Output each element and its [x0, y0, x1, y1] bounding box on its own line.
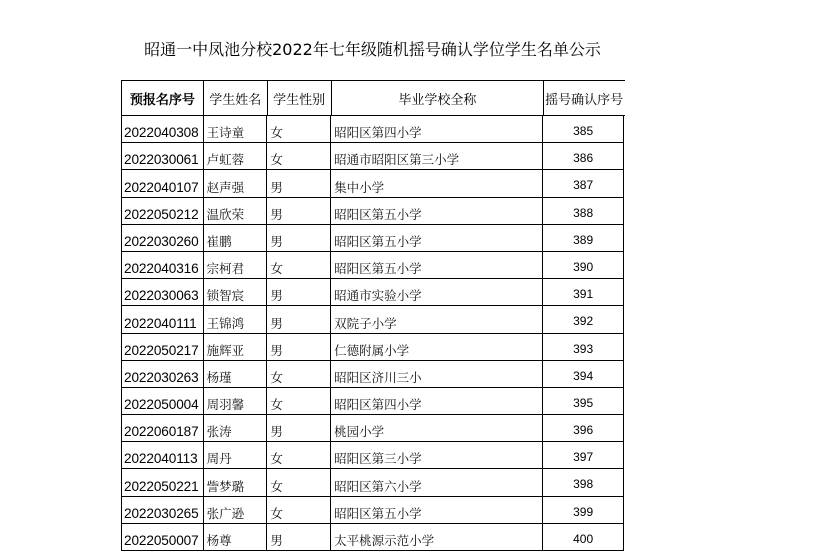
graduating-school-cell: 昭阳区第五小学: [331, 252, 543, 278]
student-name-cell: 张广逊: [204, 497, 268, 523]
graduating-school-cell: 昭阳区第四小学: [331, 116, 543, 142]
registration-no-cell: 2022030263: [122, 361, 204, 387]
student-name-cell: 周丹: [204, 442, 268, 468]
graduating-school-cell: 昭阳区第六小学: [331, 469, 543, 495]
student-name-cell: 王锦鸿: [204, 306, 268, 332]
table-row: [121, 116, 624, 143]
lottery-confirm-no-cell: 394: [573, 368, 594, 383]
table-row: [121, 170, 624, 197]
lottery-confirm-no-cell: 390: [573, 259, 594, 274]
graduating-school-cell: 仁德附属小学: [331, 334, 543, 360]
student-name-cell: 訾梦璐: [204, 469, 268, 495]
gender-cell: 男: [267, 306, 331, 332]
lottery-confirm-no-cell: 397: [573, 450, 594, 465]
gender-cell: 男: [267, 225, 331, 251]
graduating-school-cell: 昭通市实验小学: [331, 279, 543, 305]
lottery-confirm-no-cell: 391: [573, 287, 594, 302]
student-name-cell: 崔鹏: [204, 225, 268, 251]
lottery-confirm-no-cell: 386: [573, 151, 594, 166]
graduating-school-cell: 昭通市昭阳区第三小学: [331, 143, 543, 169]
table-row: [121, 524, 624, 551]
registration-no-cell: 2022040316: [122, 252, 204, 278]
gender-cell: 男: [267, 415, 331, 441]
page-title: 昭通一中凤池分校2022年七年级随机摇号确认学位学生名单公示: [144, 40, 601, 59]
student-name-cell: 宗柯君: [204, 252, 268, 278]
graduating-school-cell: 昭阳区第四小学: [331, 388, 543, 414]
gender-cell: 女: [267, 116, 331, 142]
gender-cell: 女: [267, 252, 331, 278]
table-row: [121, 279, 624, 306]
table-body: [121, 116, 625, 551]
table-row: [121, 143, 624, 170]
table-row: [121, 442, 624, 469]
lottery-confirm-no-cell: 388: [573, 205, 594, 220]
registration-no-cell: 2022050007: [122, 524, 204, 550]
student-name-cell: 王诗童: [204, 116, 268, 142]
lottery-confirm-no-cell: 395: [573, 395, 594, 410]
lottery-confirm-no-cell: 396: [573, 423, 594, 438]
table-row: [121, 497, 624, 524]
student-name-cell: 锁智宸: [204, 279, 268, 305]
gender-cell: 女: [267, 469, 331, 495]
student-name-cell: 赵声强: [204, 170, 268, 196]
registration-no-cell: 2022040308: [122, 116, 204, 142]
registration-no-cell: 2022040107: [122, 170, 204, 196]
lottery-confirm-no-cell: 387: [573, 178, 594, 193]
lottery-confirm-no-cell: 399: [573, 504, 594, 519]
header-registration-no: 预报名序号: [122, 81, 204, 115]
lottery-confirm-no-cell: 392: [573, 314, 594, 329]
graduating-school-cell: 昭阳区第五小学: [331, 198, 543, 224]
graduating-school-cell: 昭阳区第五小学: [331, 497, 543, 523]
gender-cell: 男: [267, 279, 331, 305]
gender-cell: 男: [267, 170, 331, 196]
registration-no-cell: 2022050004: [122, 388, 204, 414]
student-name-cell: 温欣荣: [204, 198, 268, 224]
gender-cell: 男: [267, 524, 331, 550]
graduating-school-cell: 桃园小学: [331, 415, 543, 441]
gender-cell: 男: [267, 334, 331, 360]
registration-no-cell: 2022030063: [122, 279, 204, 305]
gender-cell: 女: [267, 361, 331, 387]
graduating-school-cell: 太平桃源示范小学: [331, 524, 543, 550]
registration-no-cell: 2022030265: [122, 497, 204, 523]
gender-cell: 女: [267, 442, 331, 468]
gender-cell: 女: [267, 143, 331, 169]
lottery-confirm-no-cell: 400: [573, 531, 594, 546]
table-row: [121, 388, 624, 415]
registration-no-cell: 2022040111: [122, 306, 204, 332]
student-name-cell: 周羽馨: [204, 388, 268, 414]
lottery-confirm-no-cell: 398: [573, 477, 594, 492]
gender-cell: 女: [267, 497, 331, 523]
table-row: [121, 361, 624, 388]
student-name-cell: 张涛: [204, 415, 268, 441]
registration-no-cell: 2022040113: [122, 442, 204, 468]
registration-no-cell: 2022030260: [122, 225, 204, 251]
lottery-confirm-no-cell: 389: [573, 232, 594, 247]
table-row: [121, 469, 624, 496]
table-row: [121, 306, 624, 333]
gender-cell: 女: [267, 388, 331, 414]
student-name-cell: 杨尊: [204, 524, 268, 550]
registration-no-cell: 2022060187: [122, 415, 204, 441]
table-row: [121, 415, 624, 442]
header-lottery-confirm-no: 摇号确认序号: [545, 91, 624, 107]
registration-no-cell: 2022030061: [122, 143, 204, 169]
header-graduating-school: 毕业学校全称: [332, 81, 545, 115]
header-student-name: 学生姓名: [204, 81, 268, 115]
header-gender: 学生性别: [268, 81, 332, 115]
table-row: [121, 225, 624, 252]
graduating-school-cell: 昭阳区第五小学: [331, 225, 543, 251]
lottery-confirm-no-cell: 393: [573, 341, 594, 356]
graduating-school-cell: 昭阳区第三小学: [331, 442, 543, 468]
graduating-school-cell: 集中小学: [331, 170, 543, 196]
registration-no-cell: 2022050217: [122, 334, 204, 360]
lottery-confirm-no-cell: 385: [573, 124, 594, 138]
student-name-cell: 施辉亚: [204, 334, 268, 360]
student-list-table: [121, 80, 625, 551]
student-name-cell: 卢虹蓉: [204, 143, 268, 169]
gender-cell: 男: [267, 198, 331, 224]
registration-no-cell: 2022050221: [122, 469, 204, 495]
table-row: [121, 252, 624, 279]
table-row: [121, 198, 624, 225]
graduating-school-cell: 昭阳区济川三小: [331, 361, 543, 387]
graduating-school-cell: 双院子小学: [331, 306, 543, 332]
table-header-row: [121, 80, 625, 116]
student-name-cell: 杨瑾: [204, 361, 268, 387]
registration-no-cell: 2022050212: [122, 198, 204, 224]
table-row: [121, 334, 624, 361]
